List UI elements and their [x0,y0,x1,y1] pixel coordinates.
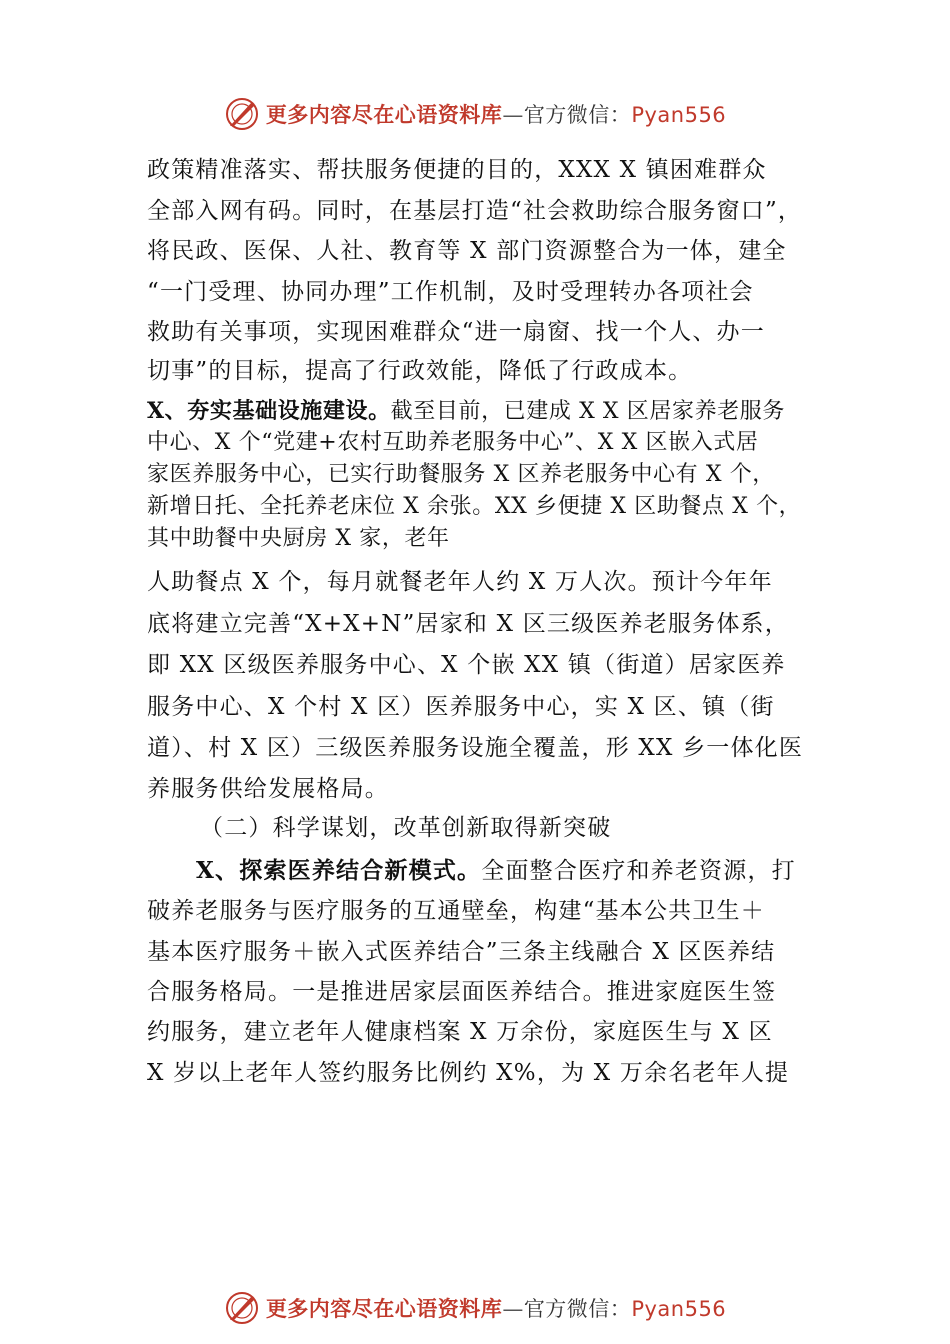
text-line: 约服务，建立老年人健康档案 X 万余份，家庭医生与 X 区 [147,1019,773,1045]
text-line: 即 XX 区级医养服务中心、X 个嵌 XX 镇（街道）居家医养 [147,652,786,678]
text-line: 新增日托、全托养老床位 X 余张。XX 乡便捷 X 区助餐点 X 个， [147,494,802,519]
text-line: 破养老服务与医疗服务的互通壁垒，构建“基本公共卫生＋ [147,898,765,924]
paragraph-heading: X、探索医养结合新模式。 [196,857,482,884]
watermark-text [266,99,726,129]
text-line: 合服务格局。一是推进居家层面医养结合。推进家庭医生签 [147,979,777,1005]
watermark-label: 官方微信： [523,1297,632,1321]
watermark-header [0,92,950,136]
text-line: 服务中心、X 个村 X 区）医养服务中心，实 X 区、镇（街 [147,694,775,720]
text-line: 底将建立完善“X+X+N”居家和 X 区三级医养老服务体系， [147,611,789,637]
watermark-separator: — [502,103,524,127]
paragraph-heading: X、夯实基础设施建设。 [147,398,391,424]
text-line: 将民政、医保、人社、教育等 X 部门资源整合为一体，建全 [147,238,787,264]
text-line: 基本医疗服务＋嵌入式医养结合”三条主线融合 X 区医养结 [147,939,776,965]
text-line: 道）、村 X 区）三级医养服务设施全覆盖，形 XX 乡一体化医 [147,735,804,761]
quill-logo-icon [224,96,260,132]
watermark-title: 更多内容尽在心语资料库 [265,103,503,127]
watermark-footer [0,1286,950,1330]
watermark-title: 更多内容尽在心语资料库 [265,1297,503,1321]
text-line: 其中助餐中央厨房 X 家，老年 [147,526,450,551]
text-line [196,856,916,886]
watermark-separator: — [502,1297,524,1321]
text-line: 家医养服务中心，已实行助餐服务 X 区养老服务中心有 X 个， [147,462,775,487]
text-line: 政策精准落实、帮扶服务便捷的目的，XXX X 镇困难群众 [147,157,767,183]
watermark-text [266,1293,726,1323]
section-heading: （二）科学谋划，改革创新取得新突破 [200,815,612,841]
watermark-handle: Pyan556 [631,103,727,127]
text-line: 切事”的目标，提高了行政效能，降低了行政成本。 [147,358,693,384]
text-line: 中心、X 个“党建+农村互助养老服务中心”、X X 区嵌入式居 [147,430,759,455]
text-line [147,396,867,427]
watermark-label: 官方微信： [523,103,632,127]
quill-logo-icon [224,1290,260,1326]
text-line: 救助有关事项，实现困难群众“进一扇窗、找一个人、办一 [147,319,765,345]
text-line: “一门受理、协同办理”工作机制，及时受理转办各项社会 [147,279,754,305]
text-line: 养服务供给发展格局。 [147,776,389,802]
paragraph-text: 截至目前，已建成 X X 区居家养老服务 [390,399,785,424]
text-line: 全部入网有码。同时，在基层打造“社会救助综合服务窗口”， [147,198,803,224]
watermark-handle: Pyan556 [631,1297,727,1321]
paragraph-text: 全面整合医疗和养老资源，打 [481,858,796,884]
text-line: 人助餐点 X 个，每月就餐老年人约 X 万人次。预计今年年 [147,569,773,595]
text-line: X 岁以上老年人签约服务比例约 X%，为 X 万余名老年人提 [147,1060,790,1086]
